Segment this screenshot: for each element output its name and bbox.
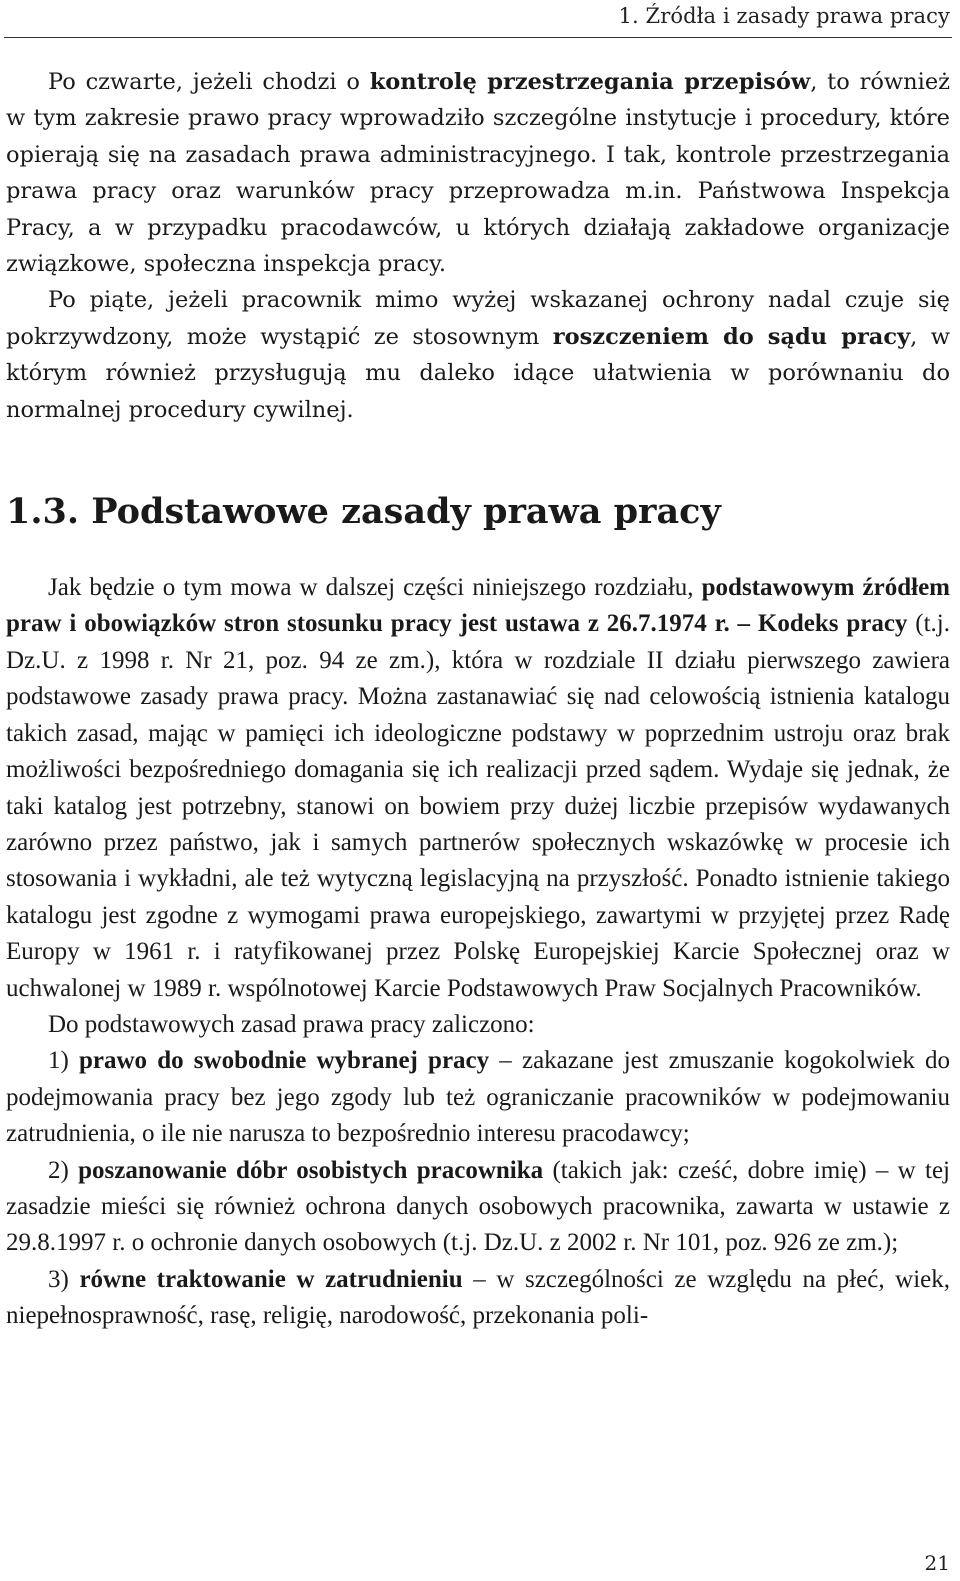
paragraph-court	[6, 282, 950, 428]
bold-phrase: poszanowanie dóbr osobistych pracownika	[78, 1156, 544, 1184]
section-heading: 1.3. Podstawowe zasady prawa pracy	[6, 491, 721, 533]
page-body	[6, 64, 950, 1335]
text: (takich jak: cześć, dobre imię) – w tej zasadzie mieści się również ochrona danych osobowych pracownika, zawarta w ustawie z 29.8.1997 r. o ochronie danych osobowych (t.j. Dz.U. z 2002 r. Nr 101, poz. 926 ze zm.);	[6, 1156, 950, 1257]
list-item	[6, 1043, 950, 1152]
paragraph-code	[6, 570, 950, 1007]
text: , to również w tym zakresie prawo pracy wprowadziło szczególne instytucje i procedury, które opierają się na zasadach prawa administracyjnego. I tak, kontrole przestrzegania prawa pracy oraz warunków pracy przeprowadza m.in. Państwowa Inspekcja Pracy, a w przypadku pracodawców, u których działają zakładowe organizacje związkowe, społeczna inspekcja pracy.	[6, 69, 950, 278]
text: (t.j. Dz.U. z 1998 r. Nr 21, poz. 94 ze zm.)	[6, 610, 950, 674]
text: Po czwarte, jeżeli chodzi o	[48, 69, 370, 95]
bold-phrase: podstawowym źródłem praw i obowiązków stron stosunku pracy jest ustawa z 26.7.1974 r. – Kodeks pracy	[6, 574, 950, 638]
bold-phrase: równe traktowanie w zatrudnieniu	[79, 1265, 463, 1293]
text: Po piąte, jeżeli pracownik mimo wyżej wskazanej ochrony nadal czuje się pokrzywdzony, może wystąpić ze stosownym	[6, 287, 950, 350]
paragraph-control	[6, 64, 950, 282]
paragraph-list-intro: Do podstawowych zasad prawa pracy zaliczono:	[48, 1010, 535, 1038]
running-head: 1. Źródła i zasady prawa pracy	[618, 4, 950, 28]
bold-phrase: kontrolę przestrzegania przepisów	[369, 69, 811, 95]
bold-phrase: prawo do swobodnie wybranej pracy	[79, 1047, 490, 1075]
section-body	[6, 570, 950, 1335]
page-number: 21	[924, 1551, 950, 1575]
header-rule	[4, 37, 952, 38]
list-number: 2)	[48, 1156, 79, 1184]
list-item	[6, 1262, 950, 1335]
bold-phrase: roszczeniem do sądu pracy	[552, 323, 911, 350]
text: , w którym również przysługują mu daleko idące ułatwienia w porównaniu do normalnej procedury cywilnej.	[6, 323, 950, 423]
text: – zakazane jest zmuszanie kogokolwiek do podejmowania pracy bez jego zgody lub też ograniczanie pracowników w podejmowaniu zatrudnienia, o ile nie narusza to bezpośrednio interesu pracodawcy;	[6, 1047, 950, 1148]
text: – w szczególności ze względu na płeć, wiek, niepełnosprawność, rasę, religię, narodowość, przekonania poli-	[6, 1265, 951, 1330]
list-number: 1)	[48, 1047, 79, 1075]
text: Jak będzie o tym mowa w dalszej części niniejszego rozdziału,	[48, 574, 702, 602]
text: , która w rozdziale II działu pierwszego zawiera podstawowe zasady prawa pracy. Można zastanawiać się nad celowością istnienia katalogu takich zasad, mając w pamięci ich ideologiczne podstawy w poprzednim ustroju oraz brak możliwości bezpośredniego domagania się ich realizacji przed sądem. Wydaje się jednak, że taki katalog jest potrzebny, stanowi on bowiem przy dużej liczbie przepisów wydawanych zarówno przez państwo, jak i samych partnerów społecznych wskazówkę w procesie ich stosowania i wykładni, ale też wytyczną legislacyjną na przyszłość. Ponadto istnienie takiego katalogu jest zgodne z wymogami prawa europejskiego, zawartymi w przyjętej przez Radę Europy w 1961 r. i ratyfikowanej przez Polskę Europejskiej Karcie Społecznej oraz w uchwalonej w 1989 r. wspólnotowej Karcie Podstawowych Praw Socjalnych Pracowników.	[6, 646, 950, 1002]
list-number: 3)	[48, 1265, 80, 1293]
list-item	[6, 1153, 950, 1262]
